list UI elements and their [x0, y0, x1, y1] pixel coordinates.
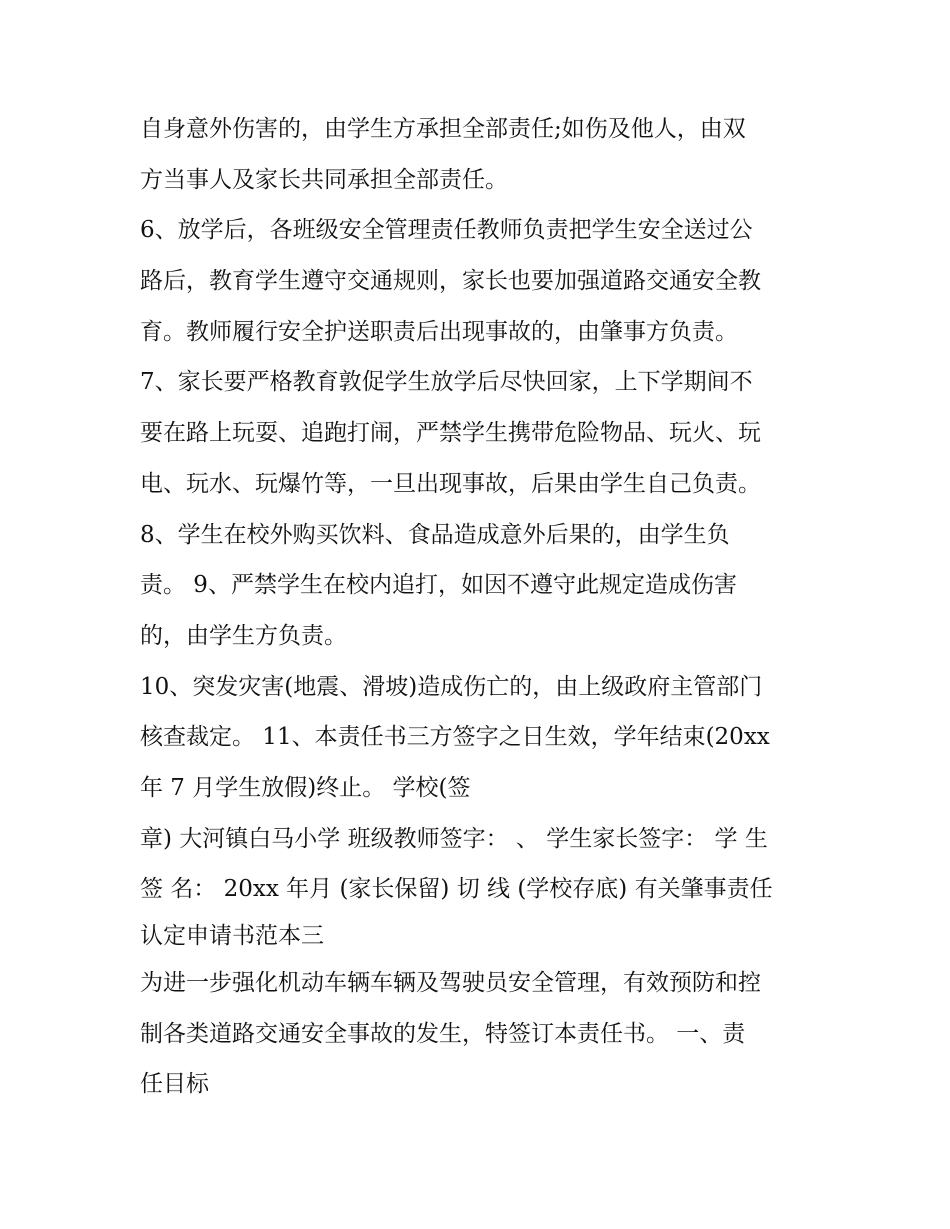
text-line: 任目标: [140, 1071, 209, 1098]
text-line: 认定申请书范本三: [140, 923, 324, 949]
text-line: 8、学生在校外购买饮料、食品造成意外后果的，由学生负: [140, 521, 730, 548]
text-line: 10、突发灾害(地震、滑坡)造成伤亡的，由上级政府主管部门: [140, 673, 763, 700]
text-line: 要在路上玩耍、追跑打闹，严禁学生携带危险物品、玩火、玩: [140, 420, 761, 447]
text-line: 核查裁定。 11、本责任书三方签字之日生效，学年结束(20xx: [140, 724, 770, 751]
text-line: 育。教师履行安全护送职责后出现事故的，由肇事方负责。: [140, 318, 738, 345]
text-line: 电、玩水、玩爆竹等，一旦出现事故，后果由学生自己负责。: [140, 470, 761, 497]
text-line: 制各类道路交通安全事故的发生，特签订本责任书。 一、责: [140, 1020, 746, 1047]
text-line: 签 名： 20xx 年月 (家长保留) 切 线 (学校存底) 有关肇事责任: [140, 876, 773, 903]
text-line: 的，由学生方负责。: [140, 622, 347, 649]
text-line: 6、放学后，各班级安全管理责任教师负责把学生安全送过公: [140, 217, 753, 244]
text-line: 为进一步强化机动车辆车辆及驾驶员安全管理，有效预防和控: [140, 970, 761, 996]
text-line: 章) 大河镇白马小学 班级教师签字： 、 学生家长签字： 学 生: [140, 825, 768, 852]
text-line: 年 7 月学生放假)终止。 学校(签: [140, 774, 471, 801]
text-line: 责。 9、严禁学生在校内追打，如因不遵守此规定造成伤害: [140, 572, 737, 599]
text-line: 方当事人及家长共同承担全部责任。: [140, 166, 508, 193]
body-text: [140, 104, 820, 1110]
text-line: 路后，教育学生遵守交通规则，家长也要加强道路交通安全教: [140, 268, 761, 295]
text-line: 自身意外伤害的，由学生方承担全部责任;如伤及他人，由双: [140, 116, 746, 142]
text-line: 7、家长要严格教育敦促学生放学后尽快回家，上下学期间不: [140, 369, 753, 396]
